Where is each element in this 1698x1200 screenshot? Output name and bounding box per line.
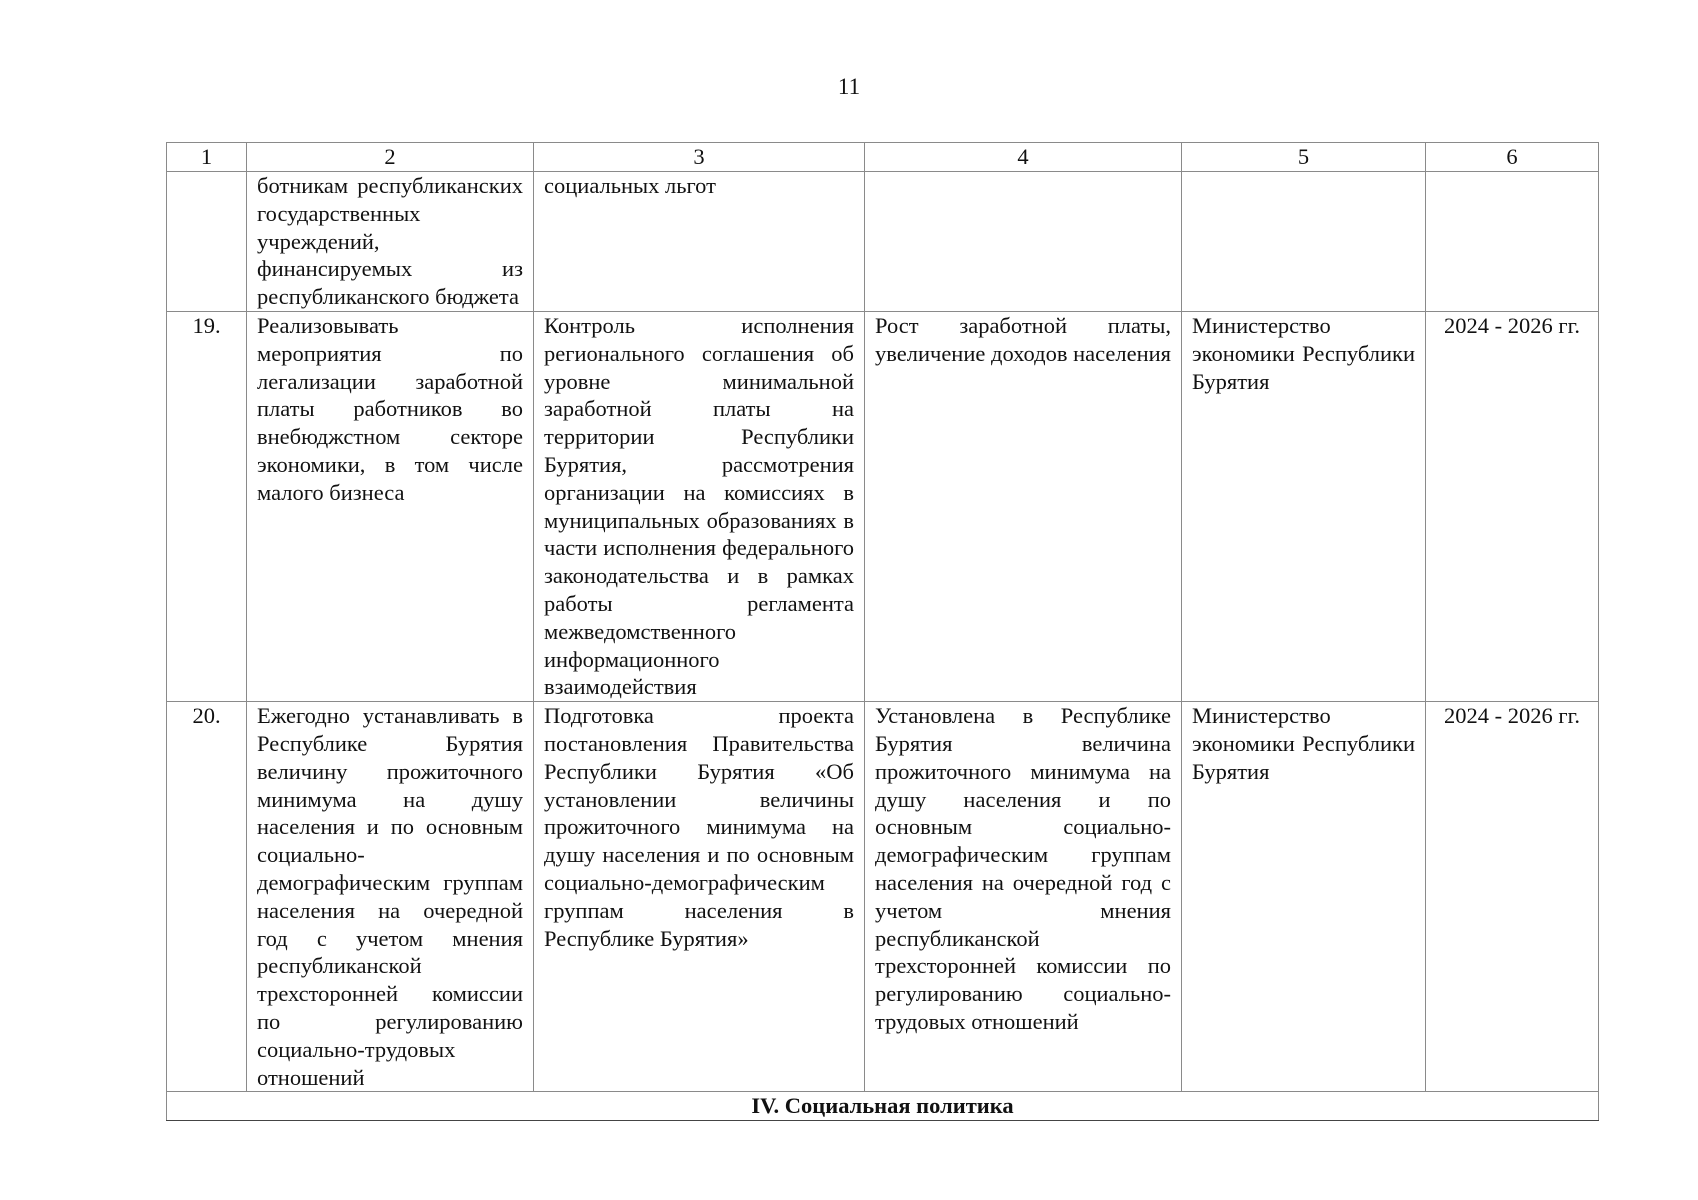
measures-table [166, 142, 1599, 1121]
responsible-cell: Министерство экономики Республики Бурятия [1182, 702, 1426, 1092]
mechanism-cell: Контроль исполнения регионального соглашения об уровне минимальной заработной платы на территории Республики Бурятия, рассмотрения организации на комиссиях в муниципальных образованиях в части исполнения федерального законодательства и в рамках работы регламента межведомственного информационного взаимодействия [534, 312, 865, 702]
result-cell: Установлена в Республике Бурятия величина прожиточного минимума на душу населения и по основным социально-демографическим группам населения на очередной год с учетом мнения республиканской трехсторонней комиссии по регулированию социально-трудовых отношений [865, 702, 1182, 1092]
row-number: 20. [167, 702, 247, 1092]
section-title: IV. Социальная политика [167, 1092, 1599, 1121]
table-row [167, 702, 1599, 1092]
period-cell: 2024 - 2026 гг. [1426, 702, 1599, 1092]
result-cell [865, 172, 1182, 312]
column-header: 4 [865, 143, 1182, 172]
column-header: 5 [1182, 143, 1426, 172]
page-number: 11 [837, 74, 861, 99]
period-cell: 2024 - 2026 гг. [1426, 312, 1599, 702]
column-header: 3 [534, 143, 865, 172]
mechanism-cell: социальных льгот [534, 172, 865, 312]
table-header-row [167, 143, 1599, 172]
column-header: 1 [167, 143, 247, 172]
measure-cell: ботникам республиканских государственных учреждений, финансируемых из республиканского бюджета [247, 172, 534, 312]
responsible-cell: Министерство экономики Республики Бурятия [1182, 312, 1426, 702]
measure-cell: Ежегодно устанавливать в Республике Бурятия величину прожиточного минимума на душу населения и по основным социально-демографическим группам населения на очередной год с учетом мнения республиканской трехсторонней комиссии по регулированию социально-трудовых отношений [247, 702, 534, 1092]
column-header: 6 [1426, 143, 1599, 172]
mechanism-cell: Подготовка проекта постановления Правительства Республики Бурятия «Об установлении величины прожиточного минимума на душу населения и по основным социально-демографическим группам населения в Республике Бурятия» [534, 702, 865, 1092]
row-number: 19. [167, 312, 247, 702]
column-header: 2 [247, 143, 534, 172]
measure-cell: Реализовывать мероприятия по легализации заработной платы работников во внебюджстном секторе экономики, в том числе малого бизнеса [247, 312, 534, 702]
section-row [167, 1092, 1599, 1121]
table-row [167, 172, 1599, 312]
result-cell: Рост заработной платы, увеличение доходов населения [865, 312, 1182, 702]
table-row [167, 312, 1599, 702]
row-number [167, 172, 247, 312]
responsible-cell [1182, 172, 1426, 312]
period-cell [1426, 172, 1599, 312]
